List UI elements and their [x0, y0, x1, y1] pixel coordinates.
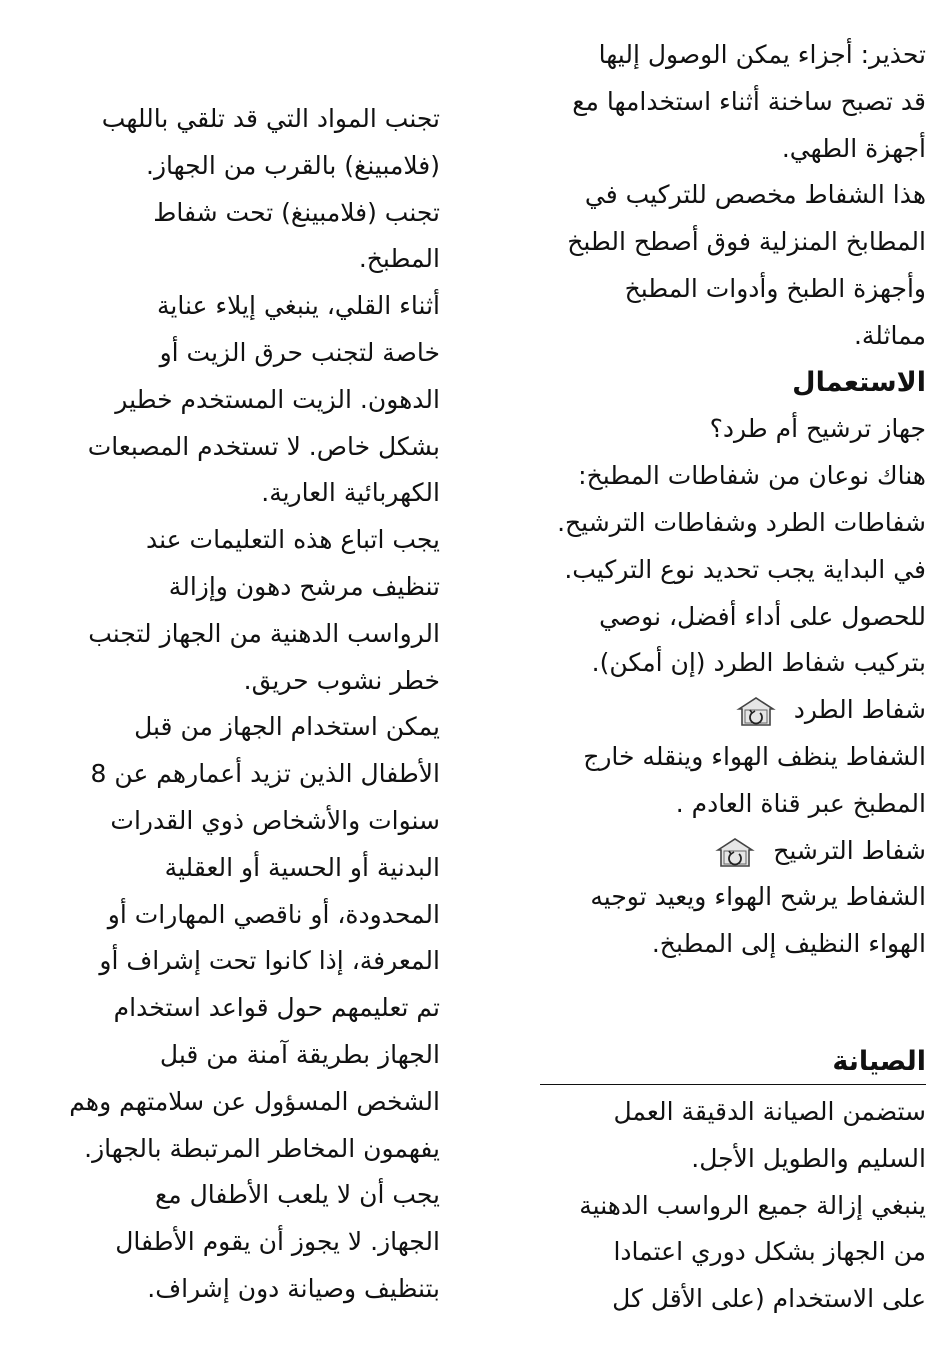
extraction-mode-icon: [736, 695, 776, 727]
filter-label: شفاط الترشيح: [773, 835, 926, 865]
warning-paragraph: [540, 32, 926, 172]
text-line: على الاستخدام (على الأقل كل: [612, 1284, 926, 1314]
maintenance-heading: الصيانة: [540, 1040, 926, 1085]
text-line: المطبخ.: [358, 244, 440, 274]
use-heading: الاستعمال: [792, 366, 926, 398]
text-line: الجهاز بطريقة آمنة من قبل: [159, 1039, 440, 1069]
text-line: هذا الشفاط مخصص للتركيب في: [584, 180, 926, 210]
extraction-label-line: [540, 687, 926, 734]
filter-description: [540, 874, 926, 968]
text-line: الدهون. الزيت المستخدم خطير: [115, 384, 440, 414]
text-line: الكهربائية العارية.: [261, 478, 440, 508]
text-line: أثناء القلي، ينبغي إيلاء عناية: [157, 291, 440, 321]
text-line: ستضمن الصيانة الدقيقة العمل: [613, 1096, 926, 1126]
right-column: [540, 0, 926, 1323]
recommend-paragraph: [540, 594, 926, 688]
text-line: الشخص المسؤول عن سلامتهم وهم: [69, 1086, 440, 1116]
text-line: الجهاز. لا يجوز أن يقوم الأطفال: [115, 1227, 440, 1257]
left-column: [55, 0, 440, 1313]
text-line: سنوات والأشخاص ذوي القدرات: [110, 805, 440, 835]
text-line: يمكن استخدام الجهاز من قبل: [134, 712, 440, 742]
text-line: تحذير: أجزاء يمكن الوصول إليها: [598, 40, 926, 69]
text-line: تجنب المواد التي قد تلقي باللهب: [101, 104, 440, 133]
first-step-line: في البداية يجب تحديد نوع التركيب.: [564, 554, 926, 584]
maintenance-intro: [540, 1089, 926, 1183]
text-line: يفهمون المخاطر المرتبطة بالجهاز.: [84, 1133, 440, 1163]
spacer: [540, 968, 926, 1040]
text-line: المطابخ المنزلية فوق أصطح الطبخ: [567, 227, 926, 257]
types-line: هناك نوعان من شفاطات المطبخ:: [578, 461, 926, 491]
text-line: قد تصبح ساخنة أثناء استخدامها مع: [572, 86, 926, 116]
text-line: (فلامبينغ) بالقرب من الجهاز.: [146, 150, 440, 180]
text-line: وأجهزة الطبخ وأدوات المطبخ: [624, 273, 926, 303]
purpose-paragraph: [540, 172, 926, 359]
text-line: يجب اتباع هذه التعليمات عند: [146, 525, 440, 555]
text-line: الشفاط يرشح الهواء ويعيد توجيه: [590, 882, 926, 912]
text-line: المعرفة، إذا كانوا تحت إشراف أو: [99, 946, 440, 976]
flambe-paragraph: [55, 190, 440, 284]
text-line: الهواء النظيف إلى المطبخ.: [651, 929, 926, 959]
text-line: خطر نشوب حريق.: [243, 665, 440, 695]
text-line: السليم والطويل الأجل.: [691, 1143, 926, 1173]
text-line: تجنب (فلامبينغ) تحت شفاط: [153, 197, 440, 227]
text-line: بتركيب شفاط الطرد (إن أمكن).: [591, 648, 926, 678]
maintenance-body: [540, 1183, 926, 1323]
text-line: المطبخ عبر قناة العادم .: [675, 788, 926, 818]
text-line: الأطفال الذين تزيد أعمارهم عن 8: [90, 759, 440, 789]
text-line: من الجهاز بشكل دوري اعتمادا: [613, 1237, 926, 1267]
filter-mode-icon: [715, 836, 755, 868]
children-use-paragraph: [55, 704, 440, 1172]
text-line: ينبغي إزالة جميع الرواسب الدهنية: [579, 1190, 926, 1220]
text-line: البدنية أو الحسية أو العقلية: [164, 852, 440, 882]
text-line: تم تعليمهم حول قواعد استخدام: [113, 993, 440, 1023]
extraction-description: [540, 734, 926, 828]
text-line: بتنظيف وصيانة دون إشراف.: [147, 1273, 440, 1303]
types-list-line: شفاطات الطرد وشفاطات الترشيح.: [557, 507, 926, 537]
text-line: تنظيف مرشح دهون وإزالة: [168, 571, 440, 601]
children-play-paragraph: [55, 1172, 440, 1312]
cleaning-paragraph: [55, 517, 440, 704]
flames-paragraph: [55, 96, 440, 190]
text-line: خاصة لتجنب حرق الزيت أو: [159, 337, 440, 367]
text-line: مماثلة.: [853, 320, 926, 350]
text-line: المحدودة، أو ناقصي المهارات أو: [107, 899, 440, 929]
extraction-label: شفاط الطرد: [793, 695, 926, 725]
text-line: الرواسب الدهنية من الجهاز لتجنب: [88, 618, 440, 648]
text-line: بشكل خاص. لا تستخدم المصبعات: [87, 431, 440, 461]
question-line: جهاز ترشيح أم طرد؟: [709, 414, 926, 444]
text-line: أجهزة الطهي.: [781, 133, 926, 163]
text-line: للحصول على أداء أفضل، نوصي: [599, 601, 926, 631]
frying-paragraph: [55, 283, 440, 517]
text-line: الشفاط ينظف الهواء وينقله خارج: [583, 741, 926, 771]
text-line: يجب أن لا يلعب الأطفال مع: [154, 1180, 440, 1210]
filter-label-line: [540, 828, 926, 875]
